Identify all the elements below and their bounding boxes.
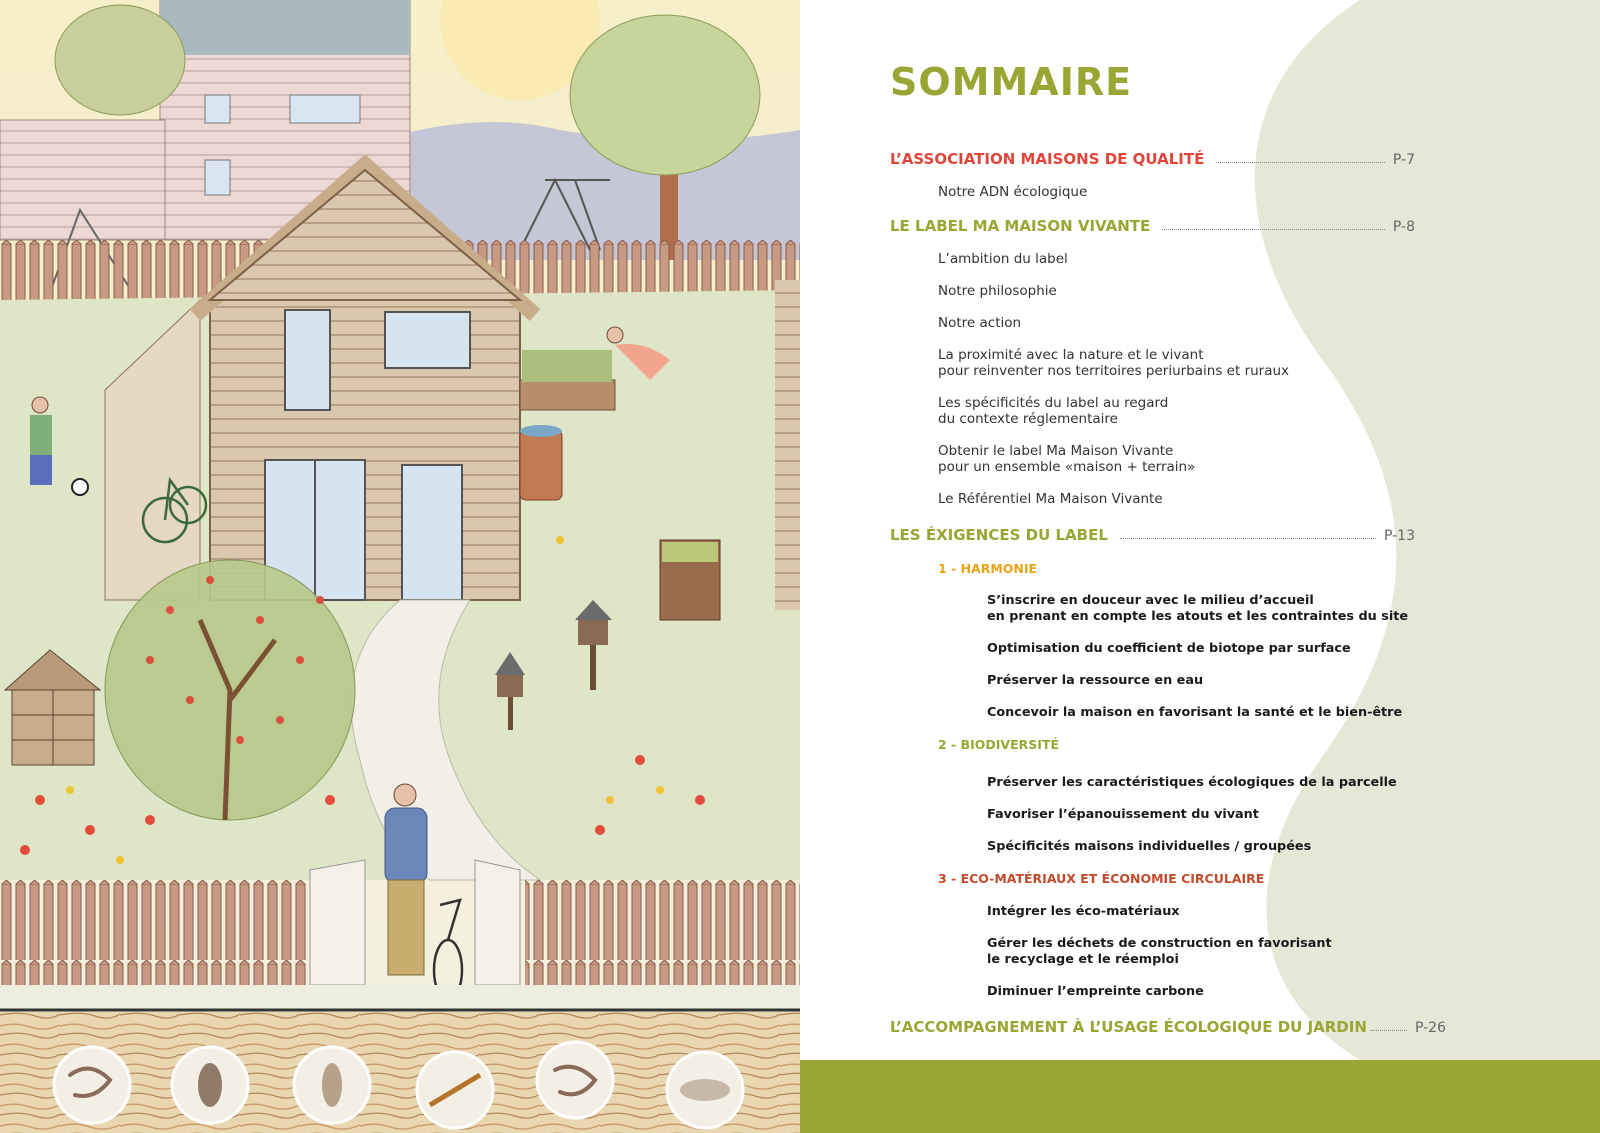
compost-bin-icon <box>660 540 720 620</box>
toc-item[interactable]: Notre action <box>938 315 1022 331</box>
section-title: L’ASSOCIATION MAISONS DE QUALITÉ <box>890 150 1205 168</box>
rain-barrel-icon <box>520 425 562 500</box>
toc-subitem[interactable]: Intégrer les éco-matériaux <box>987 904 1180 919</box>
toc-subitem[interactable]: Diminuer l’empreinte carbone <box>987 984 1204 999</box>
leader-dots <box>1120 537 1376 539</box>
toc-item[interactable]: L’ambition du label <box>938 251 1068 267</box>
toc-item-line: pour un ensemble «maison + terrain» <box>938 459 1196 475</box>
toc-subitem-line: le recyclage et le réemploi <box>987 952 1179 967</box>
toc-item-line: Les spécificités du label au regard <box>938 395 1169 411</box>
toc-subitem[interactable] <box>987 936 1332 968</box>
section-title: LE LABEL MA MAISON VIVANTE <box>890 217 1151 235</box>
toc-subitem[interactable]: Favoriser l’épanouissement du vivant <box>987 807 1259 822</box>
toc-subitem[interactable] <box>987 593 1408 625</box>
toc-item-line: La proximité avec la nature et le vivant <box>938 347 1204 363</box>
page-number: P-26 <box>1414 1020 1446 1036</box>
toc-panel <box>800 0 1600 1133</box>
section-title: L’ACCOMPAGNEMENT À L’USAGE ÉCOLOGIQUE DU JARDIN <box>890 1018 1367 1036</box>
toc-section-label[interactable] <box>890 217 1415 235</box>
toc-subitem-line: Gérer les déchets de construction en favorisant <box>987 936 1332 951</box>
toc-category-biodiversite[interactable]: 2 - BIODIVERSITÉ <box>938 737 1059 752</box>
toc-item-line: pour reinventer nos territoires periurbains et ruraux <box>938 363 1290 379</box>
toc-section-association[interactable] <box>890 150 1415 168</box>
toc-item[interactable] <box>938 395 1168 427</box>
toc-section-exigences[interactable] <box>890 526 1415 544</box>
worm-icon <box>537 1042 613 1118</box>
page-number: P-8 <box>1392 219 1415 235</box>
toc-item[interactable]: Notre philosophie <box>938 283 1057 299</box>
toc-subitem[interactable]: Préserver la ressource en eau <box>987 673 1204 688</box>
section-title: LES ÉXIGENCES DU LABEL <box>890 526 1108 544</box>
toc-item-line: du contexte réglementaire <box>938 411 1118 427</box>
leader-dots <box>1371 1029 1407 1031</box>
leader-dots <box>1162 228 1385 230</box>
bottom-band <box>800 1060 1600 1133</box>
toc-item[interactable] <box>938 347 1289 379</box>
page-title: SOMMAIRE <box>890 60 1133 104</box>
toc-subitem-line: S’inscrire en douceur avec le milieu d’accueil <box>987 593 1314 608</box>
toc-item-line: Obtenir le label Ma Maison Vivante <box>938 443 1174 459</box>
page-number: P-7 <box>1392 152 1415 168</box>
toc-subitem[interactable]: Concevoir la maison en favorisant la santé et le bien-être <box>987 705 1403 720</box>
toc-subitem[interactable]: Optimisation du coefficient de biotope par surface <box>987 641 1351 656</box>
worm-icon <box>54 1047 130 1123</box>
toc-item[interactable] <box>938 443 1195 475</box>
toc-section-accompagnement[interactable] <box>890 1018 1446 1036</box>
toc-category-harmonie[interactable]: 1 - HARMONIE <box>938 561 1038 576</box>
toc-category-eco-materiaux[interactable]: 3 - ECO-MATÉRIAUX ET ÉCONOMIE CIRCULAIRE <box>938 871 1265 886</box>
toc-subitem-line: en prenant en compte les atouts et les contraintes du site <box>987 609 1409 624</box>
toc-item[interactable]: Le Référentiel Ma Maison Vivante <box>938 491 1163 507</box>
toc-subitem[interactable]: Préserver les caractéristiques écologiques de la parcelle <box>987 775 1397 790</box>
leader-dots <box>1216 161 1385 163</box>
page-number: P-13 <box>1383 528 1415 544</box>
toc-item[interactable]: Notre ADN écologique <box>938 184 1088 200</box>
toc-subitem[interactable]: Spécificités maisons individuelles / groupées <box>987 839 1312 854</box>
